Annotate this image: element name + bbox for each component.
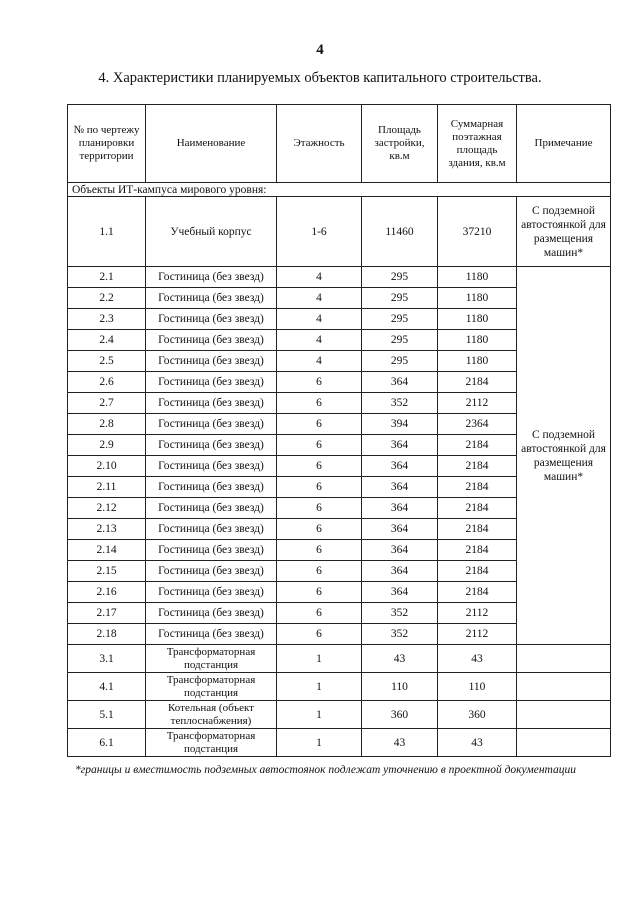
table-row	[68, 197, 611, 267]
cell-total: 43	[438, 645, 517, 673]
cell-footprint: 364	[362, 498, 438, 519]
cell-name: Гостиница (без звезд)	[146, 309, 277, 330]
cell-total: 2184	[438, 561, 517, 582]
cell-footprint: 364	[362, 561, 438, 582]
cell-footprint: 352	[362, 603, 438, 624]
cell-total: 110	[438, 673, 517, 701]
cell-floors: 1	[277, 673, 362, 701]
cell-name: Гостиница (без звезд)	[146, 624, 277, 645]
header-footprint: Площадь застройки, кв.м	[362, 105, 438, 183]
cell-total: 2112	[438, 393, 517, 414]
cell-total: 1180	[438, 330, 517, 351]
cell-note-empty	[517, 645, 611, 673]
cell-number: 2.14	[68, 540, 146, 561]
cell-total: 2184	[438, 435, 517, 456]
cell-total: 2184	[438, 477, 517, 498]
cell-floors: 1	[277, 729, 362, 757]
cell-floors: 1	[277, 645, 362, 673]
cell-footprint: 394	[362, 414, 438, 435]
cell-name: Гостиница (без звезд)	[146, 540, 277, 561]
cell-total: 2184	[438, 456, 517, 477]
cell-floors: 6	[277, 435, 362, 456]
cell-note-empty	[517, 729, 611, 757]
cell-total: 2184	[438, 582, 517, 603]
cell-footprint: 364	[362, 582, 438, 603]
cell-number: 4.1	[68, 673, 146, 701]
cell-footprint: 360	[362, 701, 438, 729]
cell-total: 1180	[438, 309, 517, 330]
cell-floors: 1	[277, 701, 362, 729]
cell-floors: 6	[277, 519, 362, 540]
cell-floors: 1-6	[277, 197, 362, 267]
cell-number: 2.10	[68, 456, 146, 477]
cell-name: Котельная (объект теплоснабжения)	[146, 701, 277, 729]
cell-number: 2.11	[68, 477, 146, 498]
cell-footprint: 295	[362, 309, 438, 330]
cell-note-empty	[517, 701, 611, 729]
cell-name: Гостиница (без звезд)	[146, 414, 277, 435]
cell-name: Гостиница (без звезд)	[146, 498, 277, 519]
cell-total: 43	[438, 729, 517, 757]
cell-floors: 4	[277, 288, 362, 309]
cell-floors: 6	[277, 603, 362, 624]
cell-note-merged: С подземной автостоянкой для размещения машин*	[517, 267, 611, 645]
cell-number: 2.4	[68, 330, 146, 351]
cell-number: 2.8	[68, 414, 146, 435]
cell-floors: 6	[277, 540, 362, 561]
cell-number: 2.3	[68, 309, 146, 330]
cell-floors: 6	[277, 582, 362, 603]
cell-total: 1180	[438, 351, 517, 372]
cell-number: 3.1	[68, 645, 146, 673]
cell-number: 2.2	[68, 288, 146, 309]
cell-number: 2.16	[68, 582, 146, 603]
cell-footprint: 43	[362, 729, 438, 757]
table-row	[68, 645, 611, 673]
cell-number: 6.1	[68, 729, 146, 757]
cell-total: 2112	[438, 624, 517, 645]
cell-floors: 6	[277, 498, 362, 519]
cell-floors: 4	[277, 309, 362, 330]
cell-footprint: 295	[362, 351, 438, 372]
table-row	[68, 701, 611, 729]
cell-name: Гостиница (без звезд)	[146, 561, 277, 582]
cell-number: 5.1	[68, 701, 146, 729]
table-header-row	[68, 105, 611, 183]
cell-total: 1180	[438, 288, 517, 309]
section-title: 4. Характеристики планируемых объектов капитального строительства.	[98, 70, 542, 86]
cell-footprint: 364	[362, 435, 438, 456]
cell-name: Гостиница (без звезд)	[146, 330, 277, 351]
header-note: Примечание	[517, 105, 611, 183]
cell-name: Гостиница (без звезд)	[146, 603, 277, 624]
cell-footprint: 364	[362, 519, 438, 540]
cell-total: 37210	[438, 197, 517, 267]
header-name: Наименование	[146, 105, 277, 183]
cell-footprint: 364	[362, 540, 438, 561]
cell-footprint: 110	[362, 673, 438, 701]
footnote: *границы и вместимость подземных автостоянок подлежат уточнению в проектной документации	[75, 764, 576, 776]
cell-total: 2184	[438, 519, 517, 540]
header-total-area: Суммарная поэтажная площадь здания, кв.м	[438, 105, 517, 183]
cell-name: Гостиница (без звезд)	[146, 582, 277, 603]
cell-number: 1.1	[68, 197, 146, 267]
cell-total: 2112	[438, 603, 517, 624]
table-row	[68, 673, 611, 701]
cell-floors: 6	[277, 561, 362, 582]
cell-footprint: 352	[362, 393, 438, 414]
cell-footprint: 11460	[362, 197, 438, 267]
cell-footprint: 364	[362, 456, 438, 477]
cell-total: 2364	[438, 414, 517, 435]
cell-total: 360	[438, 701, 517, 729]
cell-note: С подземной автостоянкой для размещения машин*	[517, 197, 611, 267]
cell-name: Гостиница (без звезд)	[146, 288, 277, 309]
table-row	[68, 267, 611, 288]
objects-table	[67, 104, 611, 757]
cell-number: 2.15	[68, 561, 146, 582]
cell-name: Гостиница (без звезд)	[146, 456, 277, 477]
cell-total: 2184	[438, 498, 517, 519]
cell-footprint: 295	[362, 288, 438, 309]
cell-name: Гостиница (без звезд)	[146, 519, 277, 540]
cell-footprint: 364	[362, 477, 438, 498]
cell-number: 2.7	[68, 393, 146, 414]
cell-name: Гостиница (без звезд)	[146, 351, 277, 372]
cell-name: Трансформаторная подстанция	[146, 645, 277, 673]
cell-floors: 4	[277, 351, 362, 372]
cell-name: Учебный корпус	[146, 197, 277, 267]
header-number: № по чертежу планировки территории	[68, 105, 146, 183]
cell-floors: 6	[277, 393, 362, 414]
cell-total: 1180	[438, 267, 517, 288]
cell-name: Гостиница (без звезд)	[146, 372, 277, 393]
cell-footprint: 295	[362, 330, 438, 351]
cell-floors: 6	[277, 477, 362, 498]
cell-number: 2.13	[68, 519, 146, 540]
cell-name: Гостиница (без звезд)	[146, 393, 277, 414]
cell-number: 2.18	[68, 624, 146, 645]
cell-floors: 6	[277, 372, 362, 393]
cell-footprint: 364	[362, 372, 438, 393]
cell-name: Трансформаторная подстанция	[146, 673, 277, 701]
group-row	[68, 183, 611, 197]
cell-footprint: 295	[362, 267, 438, 288]
cell-name: Гостиница (без звезд)	[146, 477, 277, 498]
cell-name: Трансформаторная подстанция	[146, 729, 277, 757]
cell-footprint: 43	[362, 645, 438, 673]
cell-floors: 4	[277, 330, 362, 351]
cell-floors: 6	[277, 414, 362, 435]
group-label: Объекты ИТ-кампуса мирового уровня:	[68, 183, 611, 197]
cell-floors: 6	[277, 456, 362, 477]
cell-floors: 6	[277, 624, 362, 645]
table-row	[68, 729, 611, 757]
cell-number: 2.9	[68, 435, 146, 456]
cell-floors: 4	[277, 267, 362, 288]
header-floors: Этажность	[277, 105, 362, 183]
cell-total: 2184	[438, 540, 517, 561]
cell-name: Гостиница (без звезд)	[146, 435, 277, 456]
cell-footprint: 352	[362, 624, 438, 645]
cell-name: Гостиница (без звезд)	[146, 267, 277, 288]
cell-number: 2.17	[68, 603, 146, 624]
page-number: 4	[316, 42, 324, 58]
cell-note-empty	[517, 673, 611, 701]
cell-number: 2.1	[68, 267, 146, 288]
cell-number: 2.12	[68, 498, 146, 519]
cell-number: 2.5	[68, 351, 146, 372]
cell-number: 2.6	[68, 372, 146, 393]
cell-total: 2184	[438, 372, 517, 393]
